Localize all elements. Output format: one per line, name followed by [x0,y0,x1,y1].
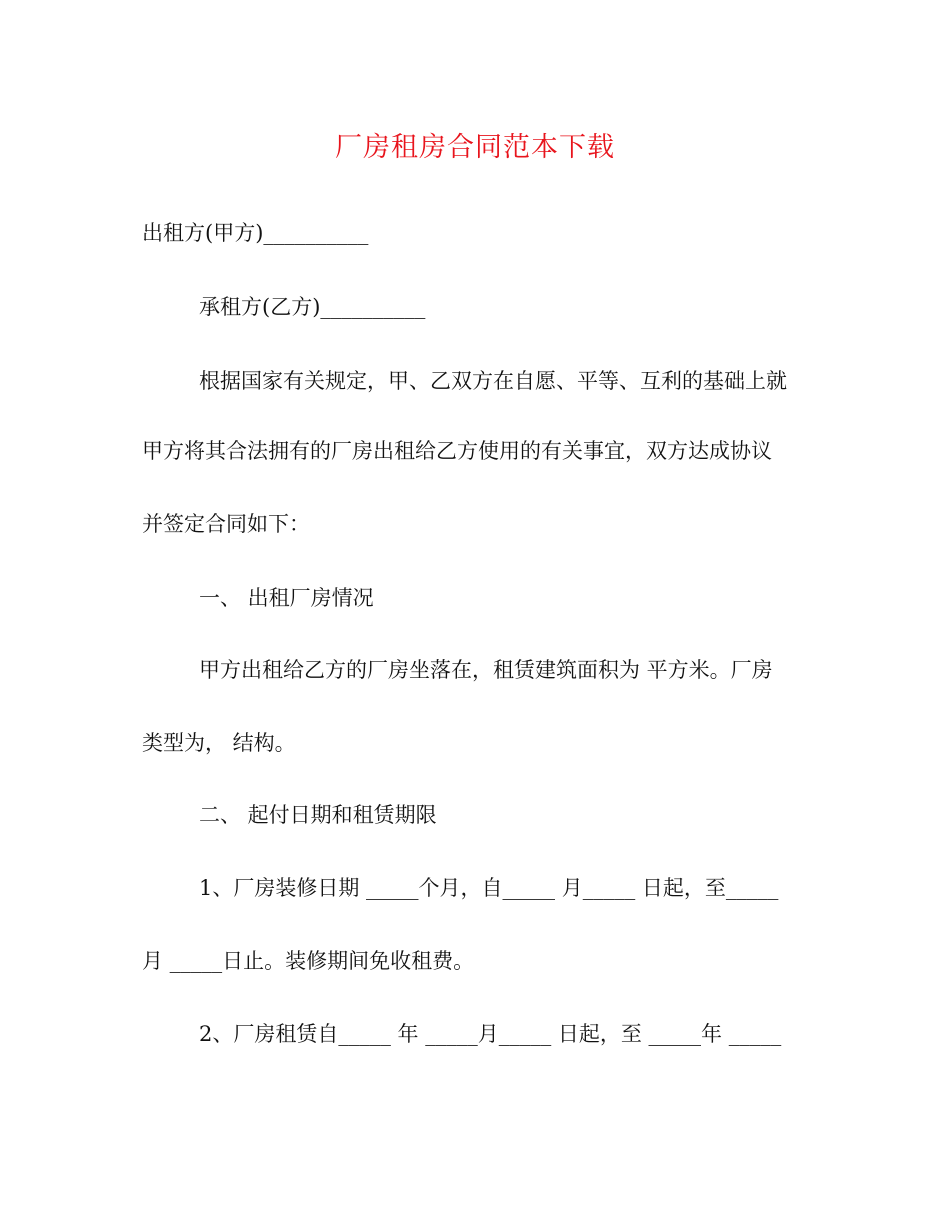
paragraph-line: 并签定合同如下： [142,512,310,536]
paragraph-line: 甲方出租给乙方的厂房坐落在，租赁建筑面积为 平方米。厂房 [199,658,773,682]
paragraph-line: 甲方将其合法拥有的厂房出租给乙方使用的有关事宜，双方达成协议 [142,439,772,463]
section-heading: 一、 出租厂房情况 [199,586,374,610]
paragraph-line: 2、厂房租赁自_____ 年 _____月_____ 日起，至 _____年 _____ [199,1022,782,1046]
paragraph-line: 根据国家有关规定，甲、乙双方在自愿、平等、互利的基础上就 [199,369,787,393]
paragraph-line: 月 _____日止。装修期间免收租费。 [142,949,475,973]
paragraph-line: 类型为， 结构。 [142,731,296,755]
lessee-line: 承租方(乙方)__________ [199,295,426,319]
document-title: 厂房租房合同范本下载 [335,132,615,163]
paragraph-line: 1、厂房装修日期 _____个月，自_____ 月_____ 日起，至_____ [199,876,779,900]
section-heading: 二、 起付日期和租赁期限 [199,803,437,827]
lessor-line: 出租方(甲方)__________ [142,221,369,245]
